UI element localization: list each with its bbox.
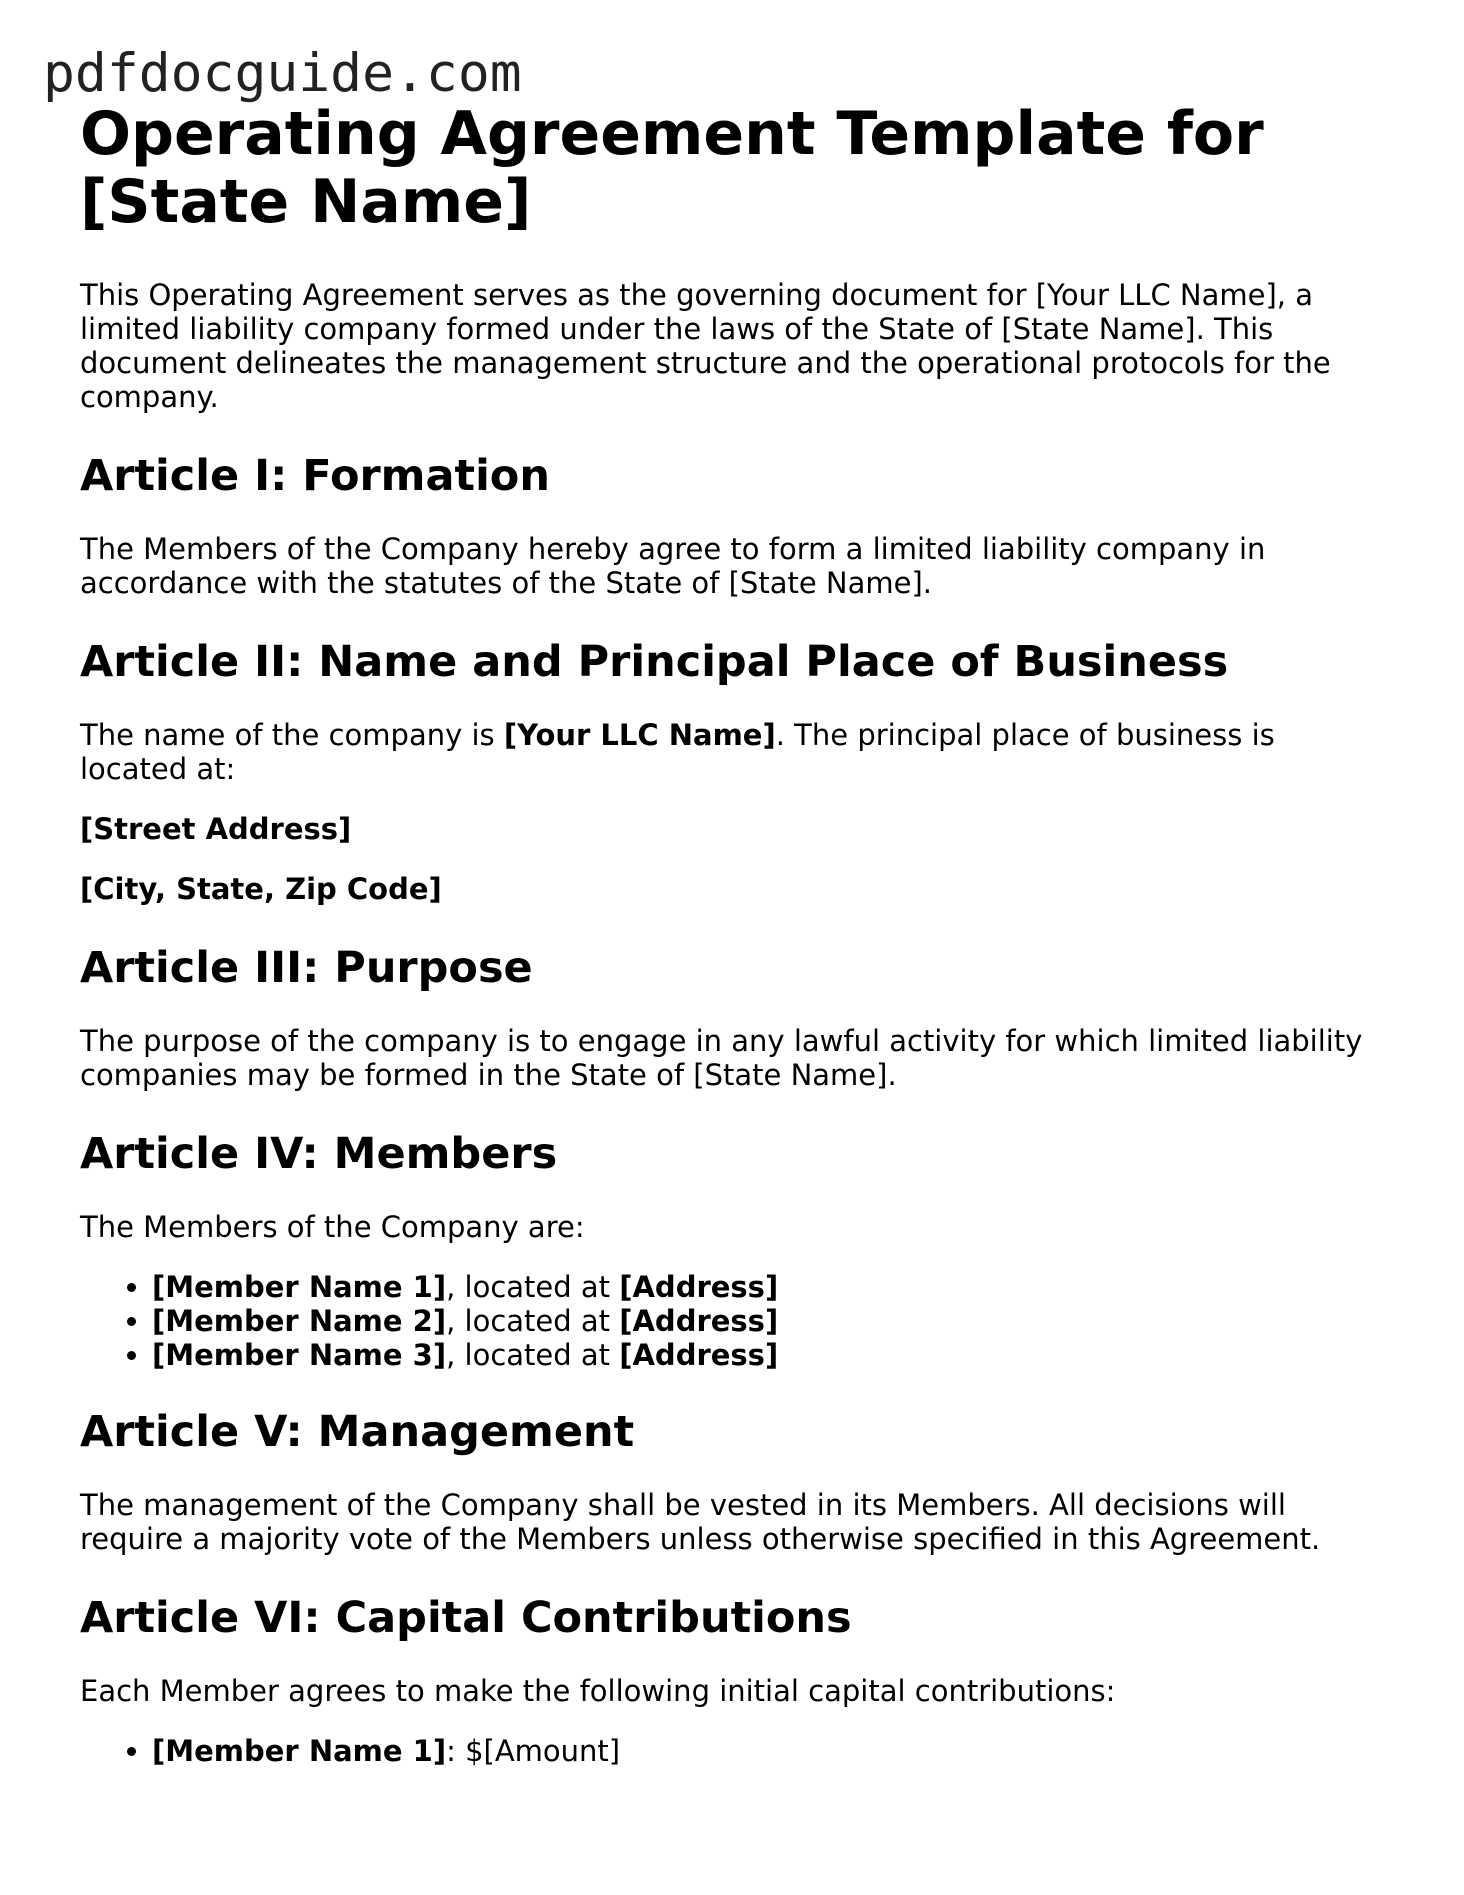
text-fragment: The name of the company is xyxy=(80,718,504,752)
list-item xyxy=(152,1270,1390,1304)
member-address: [Address] xyxy=(619,1270,779,1304)
article-text: The management of the Company shall be vested in its Members. All decisions will require a majority vote of the Members unless otherwise specified in this Agreement. xyxy=(80,1488,1321,1556)
article-heading: Article VI: Capital Contributions xyxy=(80,1593,852,1643)
contribution-amount: $[Amount] xyxy=(465,1734,621,1768)
article-text: The Members of the Company are: xyxy=(80,1210,585,1244)
street-address-value: [Street Address] xyxy=(80,812,352,846)
member-name: [Member Name 3] xyxy=(152,1338,447,1372)
article-heading: Article II: Name and Principal Place of Business xyxy=(80,637,1229,687)
contributions-list xyxy=(80,1734,1390,1768)
article-1-formation xyxy=(80,450,1390,600)
article-text: The Members of the Company hereby agree to form a limited liability company in accordance with the statutes of the State of [State Name]. xyxy=(80,532,1266,600)
text-fragment: . The principal place of business is located at: xyxy=(80,718,1275,786)
member-name: [Member Name 1] xyxy=(152,1270,447,1304)
member-name: [Member Name 2] xyxy=(152,1304,447,1338)
article-text: The purpose of the company is to engage in any lawful activity for which limited liability companies may be formed in the State of [State Name]. xyxy=(80,1024,1363,1092)
article-2-name-and-place xyxy=(80,636,1390,906)
city-state-zip xyxy=(80,872,1390,906)
article-6-capital-contributions xyxy=(80,1592,1390,1768)
list-item xyxy=(152,1338,1390,1372)
llc-name: [Your LLC Name] xyxy=(503,718,776,752)
city-state-zip-value: [City, State, Zip Code] xyxy=(80,872,442,906)
document-title: Operating Agreement Template for [State Name] xyxy=(80,99,1264,237)
article-heading: Article I: Formation xyxy=(80,451,550,501)
list-item xyxy=(152,1734,1390,1768)
article-5-management xyxy=(80,1406,1390,1556)
article-heading: Article III: Purpose xyxy=(80,943,533,993)
article-text: Each Member agrees to make the following initial capital contributions: xyxy=(80,1674,1116,1708)
watermark: pdfdocguide.com xyxy=(43,43,522,104)
article-4-members xyxy=(80,1128,1390,1372)
article-heading: Article IV: Members xyxy=(80,1129,558,1179)
text-fragment: , located at xyxy=(446,1270,620,1304)
member-address: [Address] xyxy=(619,1338,779,1372)
member-address: [Address] xyxy=(619,1304,779,1338)
text-fragment: , located at xyxy=(446,1304,620,1338)
intro-paragraph: This Operating Agreement serves as the governing document for [Your LLC Name], a limited liability company formed under the laws of the State of [State Name]. This document delineates the management structure and the operational protocols for the company. xyxy=(80,278,1331,414)
member-name: [Member Name 1] xyxy=(152,1734,447,1768)
article-3-purpose xyxy=(80,942,1390,1092)
article-heading: Article V: Management xyxy=(80,1407,635,1457)
text-fragment: : xyxy=(446,1734,466,1768)
list-item xyxy=(152,1304,1390,1338)
article-text xyxy=(80,718,1390,786)
text-fragment: , located at xyxy=(446,1338,620,1372)
document xyxy=(80,100,1390,1802)
members-list xyxy=(80,1270,1390,1372)
street-address xyxy=(80,812,1390,846)
